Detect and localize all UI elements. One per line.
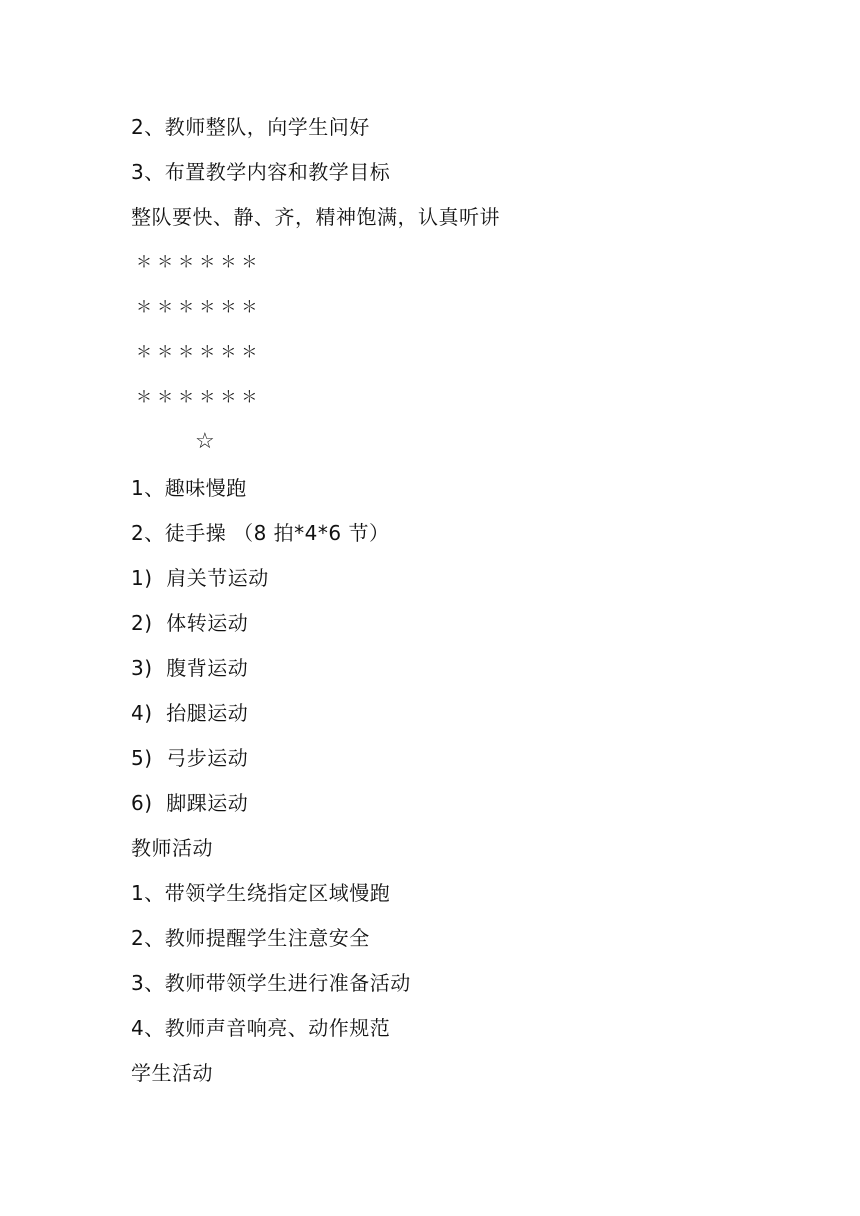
list-item-trunk-rotation: 2) 体转运动 <box>131 611 249 635</box>
list-item-shoulder: 1) 肩关节运动 <box>131 566 269 590</box>
teacher-activity-item-3: 3、教师带领学生进行准备活动 <box>131 971 411 995</box>
formation-row-4: ＊ ＊ ＊ ＊ ＊ ＊ <box>136 387 258 406</box>
teacher-position-star-icon: ☆ <box>195 429 215 454</box>
list-item-lunge: 5) 弓步运动 <box>131 746 249 770</box>
list-item-freehand-exercise: 2、徒手操 （8 拍*4*6 节） <box>131 521 390 545</box>
formation-row-3: ＊ ＊ ＊ ＊ ＊ ＊ <box>136 342 258 361</box>
text-line-lineup-requirement: 整队要快、静、齐，精神饱满，认真听讲 <box>131 205 500 229</box>
teacher-activity-item-2: 2、教师提醒学生注意安全 <box>131 926 370 950</box>
list-item-fun-jog: 1、趣味慢跑 <box>131 476 247 500</box>
list-item-ankle: 6) 脚踝运动 <box>131 791 249 815</box>
text-line-teacher-lineup: 2、教师整队，向学生问好 <box>131 115 370 139</box>
teacher-activity-heading: 教师活动 <box>131 836 213 860</box>
text-line-assign-content: 3、布置教学内容和教学目标 <box>131 160 391 184</box>
list-item-leg-raise: 4) 抬腿运动 <box>131 701 249 725</box>
teacher-activity-item-1: 1、带领学生绕指定区域慢跑 <box>131 881 391 905</box>
formation-row-1: ＊ ＊ ＊ ＊ ＊ ＊ <box>136 252 258 271</box>
formation-row-2: ＊ ＊ ＊ ＊ ＊ ＊ <box>136 297 258 316</box>
student-activity-heading: 学生活动 <box>131 1061 213 1085</box>
teacher-activity-item-4: 4、教师声音响亮、动作规范 <box>131 1016 391 1040</box>
list-item-abdomen-back: 3) 腹背运动 <box>131 656 249 680</box>
